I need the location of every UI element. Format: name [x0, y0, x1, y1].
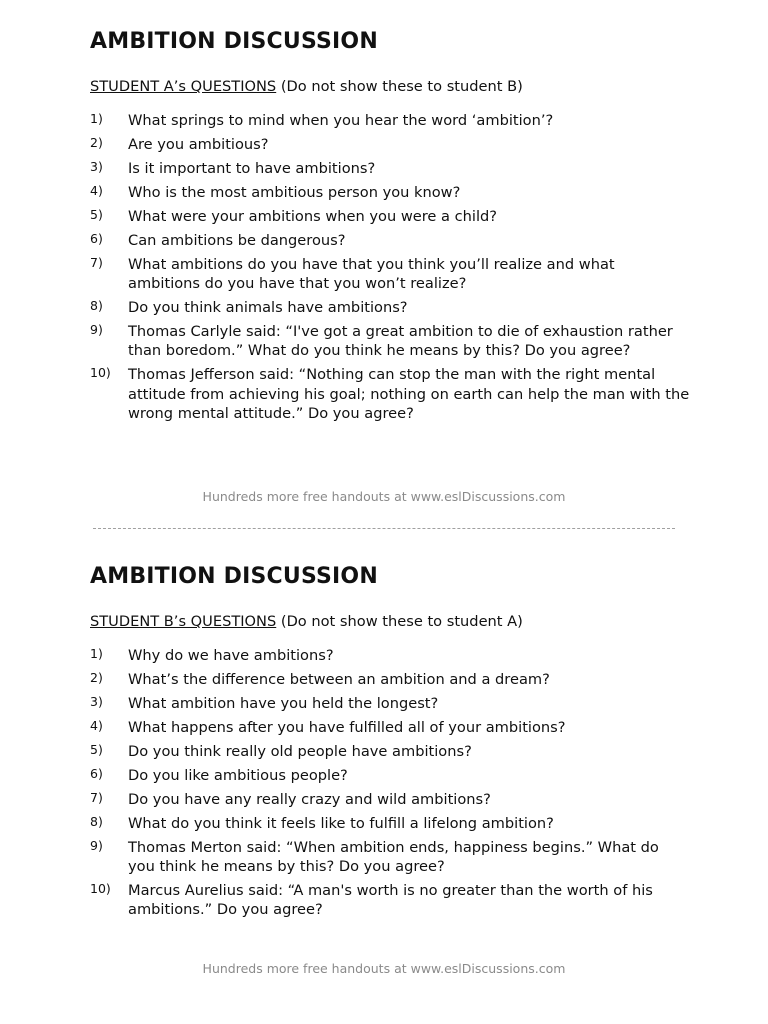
question-item — [90, 111, 690, 130]
question-text: What springs to mind when you hear the word ‘ambition’? — [128, 112, 554, 129]
question-number: 5) — [90, 741, 103, 757]
question-number: 9) — [90, 837, 103, 853]
question-text: Do you like ambitious people? — [128, 766, 348, 784]
question-item — [90, 207, 690, 226]
question-item — [90, 183, 690, 202]
question-number: 4) — [90, 717, 103, 733]
question-number: 8) — [90, 298, 103, 314]
question-text: What ambitions do you have that you think you’ll realize and what ambitions do you have that you won’t realize? — [128, 255, 615, 293]
question-number: 6) — [90, 765, 103, 781]
question-item — [90, 742, 690, 761]
question-item — [90, 881, 690, 920]
question-number: 1) — [90, 646, 103, 661]
question-item — [90, 365, 690, 423]
question-item — [90, 814, 690, 833]
question-list-b — [90, 646, 690, 920]
question-text: Do you think animals have ambitions? — [128, 299, 408, 317]
question-item — [90, 322, 690, 361]
student-a-section — [90, 27, 690, 428]
question-text: Thomas Merton said: “When ambition ends, happiness begins.” What do you think he means by this? Do you agree? — [128, 838, 659, 876]
question-text: Can ambitions be dangerous? — [128, 231, 346, 249]
question-item — [90, 694, 690, 713]
question-item — [90, 766, 690, 785]
question-number: 6) — [90, 230, 103, 246]
question-number: 2) — [90, 134, 103, 150]
question-text: Do you have any really crazy and wild ambitions? — [128, 790, 491, 808]
question-text: Thomas Carlyle said: “I've got a great ambition to die of exhaustion rather than boredom.” What do you think he means by this? Do you agree? — [128, 323, 673, 360]
footer-link-text: Hundreds more free handouts at www.eslDiscussions.com — [202, 489, 566, 504]
footer-link-text: Hundreds more free handouts at www.eslDiscussions.com — [202, 961, 566, 976]
question-number: 5) — [90, 206, 103, 222]
question-text: Why do we have ambitions? — [128, 647, 334, 664]
question-item — [90, 670, 690, 689]
question-item — [90, 231, 690, 250]
question-number: 2) — [90, 669, 103, 685]
question-item — [90, 838, 690, 877]
question-number: 8) — [90, 813, 103, 829]
question-number: 4) — [90, 182, 103, 198]
student-note: (Do not show these to student A) — [280, 613, 523, 630]
question-number: 3) — [90, 693, 103, 709]
student-b-heading — [90, 612, 690, 632]
question-text: Who is the most ambitious person you know? — [128, 183, 461, 201]
student-a-heading — [90, 77, 690, 97]
page-title: AMBITION DISCUSSION — [90, 29, 378, 54]
question-item — [90, 159, 690, 178]
question-number: 10) — [90, 881, 111, 897]
question-text: What’s the difference between an ambition and a dream? — [128, 670, 550, 688]
question-text: Do you think really old people have ambitions? — [128, 742, 472, 760]
question-text: Are you ambitious? — [128, 135, 269, 153]
student-label: STUDENT B’s QUESTIONS — [90, 613, 277, 630]
question-text: Thomas Jefferson said: “Nothing can stop the man with the right mental attitude from achieving his goal; nothing on earth can help the man with the wrong mental attitude.” Do you agree? — [128, 366, 690, 423]
question-number: 7) — [90, 789, 103, 805]
question-item — [90, 135, 690, 154]
question-number: 7) — [90, 254, 103, 270]
cut-line-divider — [93, 528, 675, 529]
question-text: What happens after you have fulfilled all of your ambitions? — [128, 718, 566, 736]
question-item — [90, 298, 690, 317]
question-number: 9) — [90, 322, 103, 338]
question-list-a — [90, 111, 690, 423]
question-item — [90, 646, 690, 665]
page-title: AMBITION DISCUSSION — [90, 564, 378, 589]
student-b-section — [90, 562, 690, 924]
question-text: Is it important to have ambitions? — [128, 159, 376, 177]
question-number: 1) — [90, 111, 103, 126]
question-text: What ambition have you held the longest? — [128, 694, 439, 712]
question-text: What do you think it feels like to fulfill a lifelong ambition? — [128, 814, 554, 832]
question-number: 10) — [90, 365, 111, 381]
question-item — [90, 790, 690, 809]
question-item — [90, 255, 690, 294]
question-text: What were your ambitions when you were a child? — [128, 207, 498, 225]
student-note: (Do not show these to student B) — [280, 78, 523, 95]
question-number: 3) — [90, 158, 103, 174]
question-item — [90, 718, 690, 737]
question-text: Marcus Aurelius said: “A man's worth is no greater than the worth of his ambitions.” Do you agree? — [128, 882, 653, 919]
student-label: STUDENT A’s QUESTIONS — [90, 78, 277, 95]
